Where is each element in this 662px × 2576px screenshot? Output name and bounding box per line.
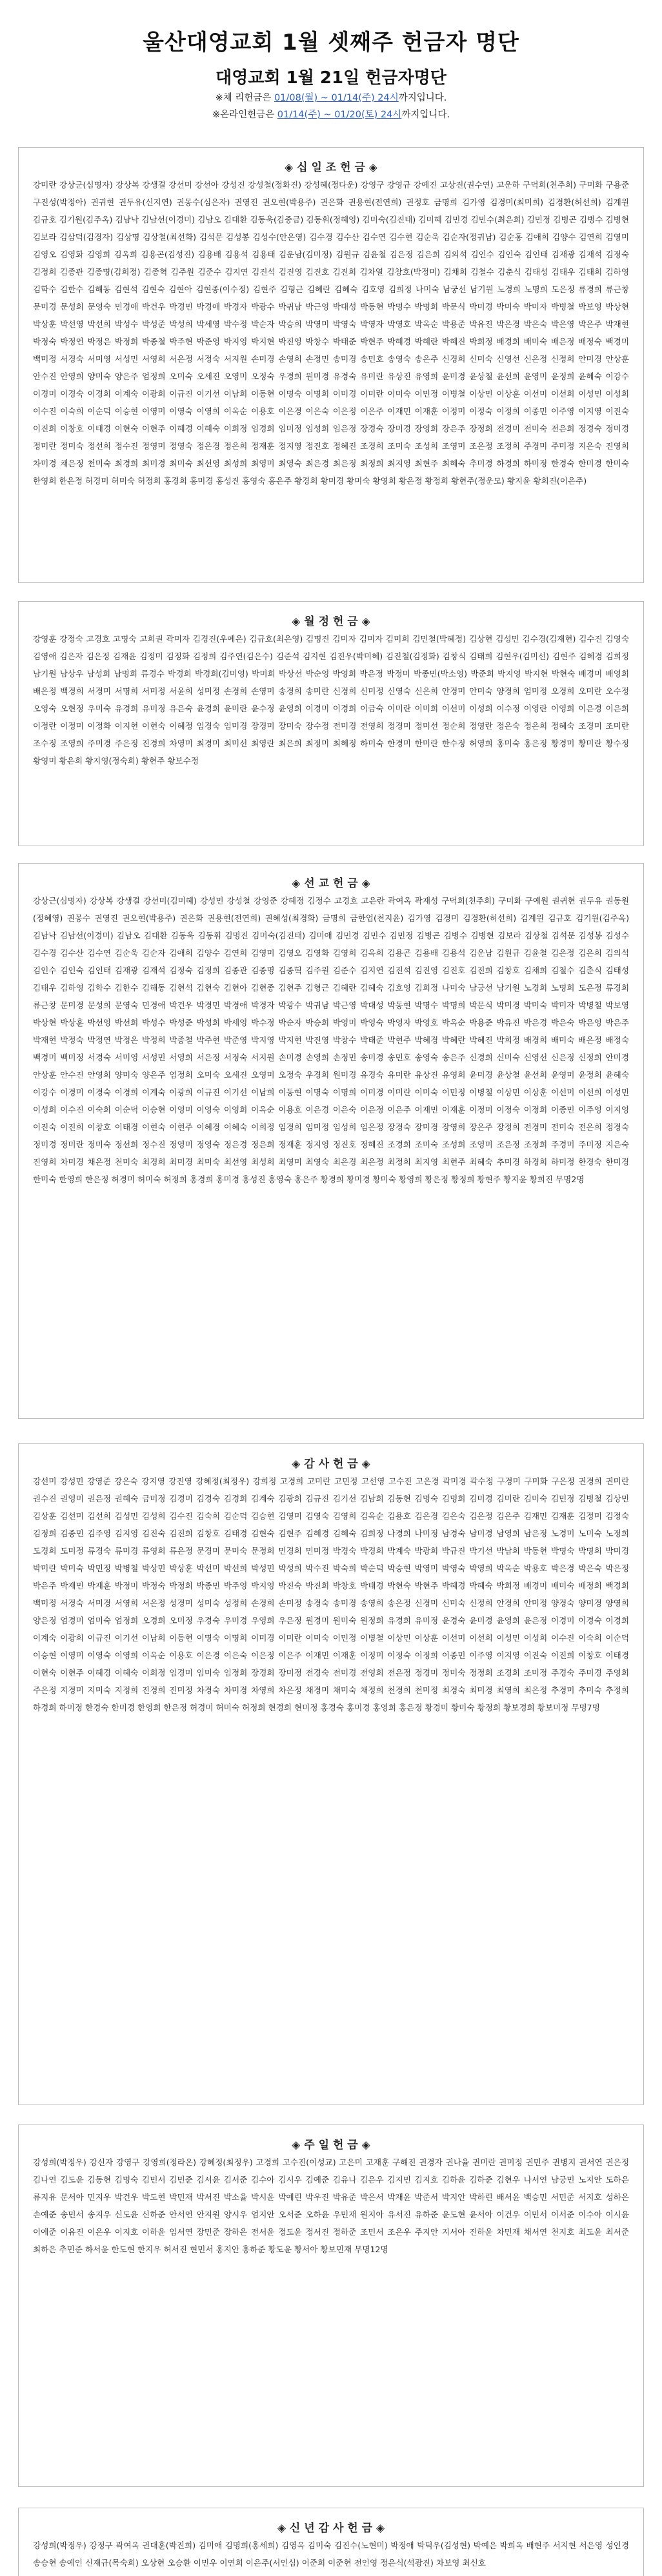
sunday-section [18,2125,644,2487]
thanks-section [18,1443,644,2105]
thanks-names: 강선미 강성민 강영준 강은숙 강지영 강진영 강혜정(최정우) 강희정 고경희 고미란 고민정 고선영 고수진 고은경 곽미경 곽수정 구경미 구미화 구은정 권경희 권미란 권수진 권영미 권은정 권혜숙 금미정 김경미 김경숙 김경희 김계숙 김광희 김규진 김기선 김남희 김동현 김명숙 김명희 김미경 김미란 김미숙 김민정 김병철 김상민 김상훈 김선미 김선희 김성민 김성희 김수진 김숙희 김순덕 김승현 김영미 김영숙 김영희 김옥순 김용호 김은경 김은숙 김은정 김은주 김재민 김재훈 김정미 김정숙 김정희 김종민 김주영 김지영 김진숙 김진희 김창호 김태경 김현숙 김현주 김혜경 김혜숙 김희정 나경희 나미정 남경숙 남미경 남영희 남은정 노경미 노미숙 노정희 도경희 도미정 류경숙 류미경 류영희 류은정 문경미 문미숙 문정희 민경희 민미정 박경숙 박경희 박계숙 박광희 박규진 박기선 박남희 박동현 박명숙 박명희 박미경 박미란 박미숙 박민정 박병철 박상민 박상훈 박선미 박선희 박성민 박성희 박수진 박숙희 박순덕 박승현 박영미 박영숙 박영희 박옥순 박용호 박은경 박은숙 박은정 박은주 박재민 박재훈 박정미 박정숙 박정희 박종민 박주영 박지영 박진숙 박진희 박창호 박태경 박현숙 박현주 박혜경 박혜숙 박희정 배경미 배미숙 배정희 백경희 백미정 서경숙 서미경 서영희 서은정 성경미 성미숙 성정희 손경희 손미정 송경숙 송미경 송영희 송은정 신경미 신미숙 신정희 안경희 안미정 양경숙 양미경 양영희 양은정 엄경미 엄미숙 엄정희 오경희 오미정 우경숙 우미경 우영희 우은정 원경미 원미숙 원정희 유경희 유미정 윤경숙 윤미경 윤영희 윤은정 이경미 이경숙 이경희 이계숙 이광희 이규진 이기선 이남희 이동현 이명숙 이명희 이미경 이미란 이미숙 이민정 이병철 이상민 이상훈 이선미 이선희 이성민 이성희 이수진 이숙희 이순덕 이승현 이영미 이영숙 이영희 이옥순 이용호 이은경 이은숙 이은정 이은주 이재민 이재훈 이정미 이정숙 이정희 이종민 이주영 이지영 이진숙 이진희 이창호 이태경 이현숙 이현주 이혜경 이혜숙 이희정 임경미 임미숙 임정희 장경희 장미정 전경숙 전미경 전영희 전은정 정경미 정미숙 정정희 조경희 조미정 주경숙 주미경 주영희 주은정 지경미 지미숙 지정희 진경희 진미정 차경숙 차미경 차영희 차은정 채경미 채미숙 채정희 천경희 천미정 최경숙 최미경 최영희 최은정 추경미 추미숙 추정희 하경희 하미정 한경숙 한미경 한영희 한은정 허경미 허미숙 허정희 현경희 현미정 홍경숙 홍미경 홍영희 홍은정 황경미 황미숙 황정희 황보경희 황보미정 무명7명 [33,1476,629,1712]
notice-online-suffix: 까지입니다. [401,110,450,120]
tithe-names: 강미란 강상군(심명자) 강상복 강생결 강선미 강선아 강성진 강성철(정화진) 강성혜(정다운) 강영구 강영규 강예진 고상진(권수연) 고운하 구덕희(천주희) 구미화 구용준 구진성(박정아) 권귀현 권두유(신지연) 권몽수(심은자) 권영진 권오현(박용주) 권은화 권용현(전연희) 권정호 금명희 김가영 김경미(최미희) 김경환(허선희) 김계원 김규호 김기원(김주옥) 김남낙 김남선(이경미) 김남오 김대환 김동욱(김중금) 김동휘(정혜영) 김미숙(김진태) 김미혜 김민경 김민수(최은희) 김민정 김병곤 김병수 김병현 김보라 김삼덕(김경자) 김상명 김상철(최선화) 김석문 김성봉 김성수(안은영) 김수경 김수산 김수연 김수현 김순욱 김순자(정귀남) 김순홍 김애희 김양수 김연희 김영미 김영오 김영화 김영희 김옥희 김용곤(김성진) 김용배 김용석 김용태 김운남(김미정) 김원규 김윤철 김은정 김은희 김의석 김인수 김인숙 김인태 김재광 김재석 김정숙 김정희 김종관 김종명(김희정) 김종혁 김주원 김준수 김지연 김진석 김진영 김진호 김진희 김차열 김창호(박정미) 김채희 김철수 김춘식 김태성 김태우 김태희 김하영 김학수 김한수 김해동 김현석 김현숙 김현아 김현종(이수정) 김현주 김형근 김혜란 김혜숙 김호영 김희정 나미숙 남궁선 남기원 노경희 노명희 도은정 류경희 류근창 문미경 문성희 문영숙 민경애 박건우 박경민 박경애 박경자 박광수 박귀남 박근영 박대성 박동현 박명수 박명희 박문식 박미경 박미숙 박미자 박병철 박보영 박상현 박상훈 박선영 박선희 박성수 박성준 박성희 박세영 박수정 박순자 박승희 박영미 박영숙 박영자 박영호 박옥순 박용준 박유진 박은경 박은숙 박은영 박은주 박재현 박정숙 박정연 박정은 박정희 박종철 박주현 박준영 박지영 박지현 박진영 박창수 박태준 박현주 박혜경 박혜란 박혜진 박희정 배경희 배미숙 배은정 배정숙 백경미 백미정 서경숙 서미영 서성민 서영희 서은정 서정숙 서지원 손미경 손영희 손정민 송미경 송민호 송영숙 송은주 신경희 신미숙 신영선 신은정 신정희 안미경 안상훈 안수진 안영희 양미숙 양은주 엄정희 오미숙 오세진 오영미 오정숙 우경희 원미경 유경숙 유미란 유상진 유영희 윤미경 윤상철 윤선희 윤영미 윤정희 윤혜숙 이강수 이경미 이경숙 이경희 이계숙 이광희 이규진 이기선 이남희 이동현 이명숙 이명희 이미경 이미란 이미숙 이민정 이병철 이상민 이상훈 이선미 이선희 이성민 이성희 이수진 이숙희 이순덕 이승현 이영미 이영숙 이영희 이옥순 이용호 이은경 이은숙 이은정 이은주 이재민 이재훈 이정미 이정숙 이정희 이종민 이주영 이지영 이진숙 이진희 이창호 이태경 이현숙 이현주 이혜경 이혜숙 이희정 임경희 임미정 임성희 임은정 장경숙 장미경 장영희 장은주 장정희 전경미 전미숙 전은희 정경숙 정미경 정미란 정미숙 정선희 정수진 정영미 정영숙 정은경 정은희 정재훈 정지영 정진호 정혜진 조경희 조미숙 조성희 조영미 조은정 조정희 주경미 주미정 지은숙 진영희 차미경 채은정 천미숙 최경희 최미경 최미숙 최선영 최성희 최영미 최영숙 최은경 최은정 최정희 최지영 최현주 최혜숙 추미경 하경희 하미정 한경숙 한미경 한미숙 한영희 한은정 허경미 허미숙 허정희 홍경희 홍미경 홍성진 홍영숙 홍은주 황경희 황미경 황미숙 황영희 황은정 황정희 황현주(정운모) 황지윤 황희진(이은주) [33,180,629,486]
page-title: 울산대영교회 1월 셋째주 헌금자 명단 [143,30,519,55]
mission-section [18,863,644,1419]
notice-online-period-link[interactable]: 01/14(주) ~ 01/20(토) 24시 [277,110,402,120]
thanks-title: ◈ 감 사 헌 금 ◈ [292,1458,370,1471]
newyear-names: 강성희(박정우) 강정구 곽여옥 권대훈(박진희) 김미애 김명희(홍세희) 김영옥 김미숙 김진수(노현미) 박정애 박덕우(김성현) 박예은 박희옥 배현주 서지현 서은영 성인경 송승현 송예인 신재규(목숙희) 오상현 오승환 이민우 이연희 이은주(서인심) 이준희 이준현 전인영 정은식(석광진) 차보영 최신호 [33,2541,629,2568]
sunday-title: ◈ 주 일 헌 금 ◈ [292,2139,370,2152]
notice-online-prefix: ※온라인헌금은 [212,110,277,120]
page-subtitle: 대영교회 1월 21일 헌금자명단 [216,68,446,88]
notice-cash-suffix: 까지입니다. [398,93,447,103]
monthly-section [18,601,644,846]
mission-title: ◈ 선 교 헌 금 ◈ [292,877,370,890]
monthly-title: ◈ 월 정 헌 금 ◈ [292,615,370,628]
tithe-section [18,147,644,583]
notice-cash-offering [0,90,662,104]
tithe-title: ◈ 십 일 조 헌 금 ◈ [285,161,377,174]
sunday-names: 강성희(박정우) 강신자 강영구 강영희(정라온) 강혜정(최정우) 고경희 고수진(이성교) 고은미 고재훈 구해진 권경자 권나율 권미란 권미정 권민주 권병지 권서연 권은정 김나연 김도윤 김동현 김명숙 김민서 김민준 김서윤 김서준 김수아 김시우 김예준 김유나 김은우 김지민 김지호 김하윤 김하준 김현우 나서연 남궁민 노지안 도하은 류지유 문서아 민지우 박건우 박도현 박민재 박서진 박소율 박시윤 박예린 박우진 박유준 박은서 박재윤 박준서 박지안 박하린 배서윤 백승민 서민준 서지호 성하은 손예준 송민서 송지우 신도윤 신하준 안서연 안지원 양시우 엄지안 오서준 오하윤 우민재 원지아 유서진 유하준 윤도현 윤서아 이건우 이민서 이서준 이수아 이시윤 이예준 이유진 이은우 이지호 이하윤 임서연 장민준 장하은 전서윤 정도윤 정서진 정하준 조민서 조은우 주지안 지서아 진하윤 차민재 채서연 천지호 최도윤 최서준 최하은 추민준 하서윤 한도현 한지우 허서진 현민서 홍지안 홍하준 황도윤 황서아 황보민재 무명12명 [33,2157,629,2254]
notice-cash-period-link[interactable]: 01/08(월) ~ 01/14(주) 24시 [274,93,399,103]
notice-cash-prefix: ※체 리헌금은 [215,93,275,103]
monthly-names: 강영훈 강정숙 고경호 고명숙 고희권 곽미자 김경진(우예은) 김규호(최은영) 김명진 김미자 김미자 김미희 김민철(박혜정) 김상현 김성민 김수경(김재현) 김수진 김영숙 김영애 김은자 김은정 김재윤 김정미 김정화 김정희 김주연(김은수) 김준석 김지현 김진우(박미혜) 김진철(김정화) 김창식 김태희 김현우(김미선) 김현주 김혜경 김희정 남기원 남상우 남성희 남명희 류경수 박경희 박경희(김미영) 박미희 박상선 박순영 박영희 박은정 박정미 박종민(박소영) 박준희 박지영 박지현 박현숙 배경미 배영희 배은정 백경희 서경미 서명희 서미정 서윤희 성미정 손경희 손영미 송경희 송미란 신경희 신미정 신영숙 신은희 안경미 안미숙 양경희 엄미정 오경희 오미란 오수정 오영숙 오현정 우미숙 유경희 유미정 유은숙 윤경희 윤미란 윤수정 윤영희 이경미 이경희 이금숙 이미란 이미희 이선미 이성희 이수정 이영란 이영희 이은경 이은희 이정란 이정미 이정화 이지현 이현숙 이혜정 임경숙 임미경 장경미 장미숙 장수정 전미경 전영희 정경미 정미선 정순희 정영란 정은숙 정은희 정혜숙 조경미 조미란 조수정 조영희 주미경 주은정 진경희 차영미 최경미 최미선 최영란 최은희 최정미 최혜정 하미숙 한경미 한미란 한수정 허영희 홍미숙 홍은정 황경미 황미란 황수정 황영미 황은희 황지영(정숙희) 황현주 황보수정 [33,634,629,766]
mission-names: 강상근(심명자) 강상복 강생결 강선미(김미혜) 강성민 강성철 강영준 강혜정 김정수 고경호 고은란 곽여옥 곽재성 구덕희(천주희) 구미화 구예원 권귀현 권두유 권동원(정혜영) 권몽수 권영진 권오현(박용주) 권은화 권용현(전연희) 권혜성(최경화) 금명희 금한업(천지윤) 김가영 김경미 김경환(허선희) 김계원 김규호 김기원(김주옥) 김남낙 김남선(이경미) 김남오 김대환 김동욱 김동휘 김명진 김미숙(김진태) 김미애 김민경 김민수 김민정 김병곤 김병수 김병현 김보라 김상철 김석문 김성봉 김성수 김수경 김수산 김수연 김순욱 김순자 김애희 김양수 김연희 김영미 김영오 김영화 김영희 김옥희 김용곤 김용배 김용석 김운남 김원규 김윤철 김은정 김은희 김의석 김인수 김인숙 김인태 김재광 김재석 김정숙 김정희 김종관 김종명 김종혁 김주원 김준수 김지연 김진석 김진영 김진호 김진희 김창호 김채희 김철수 김춘식 김태성 김태우 김하영 김학수 김한수 김해동 김현석 김현숙 김현아 김현종 김현주 김형근 김혜란 김혜숙 김호영 김희정 나미숙 남궁선 남기원 노경희 노명희 도은정 류경희 류근창 문미경 문성희 문영숙 민경애 박건우 박경민 박경애 박경자 박광수 박귀남 박근영 박대성 박동현 박명수 박명희 박문식 박미경 박미숙 박미자 박병철 박보영 박상현 박상훈 박선영 박선희 박성수 박성준 박성희 박세영 박수정 박순자 박승희 박영미 박영숙 박영자 박영호 박옥순 박용준 박유진 박은경 박은숙 박은영 박은주 박재현 박정숙 박정연 박정은 박정희 박종철 박주현 박준영 박지영 박지현 박진영 박창수 박태준 박현주 박혜경 박혜란 박혜진 박희정 배경희 배미숙 배은정 배정숙 백경미 백미정 서경숙 서미영 서성민 서영희 서은정 서정숙 서지원 손미경 손영희 손정민 송미경 송민호 송영숙 송은주 신경희 신미숙 신영선 신은정 신정희 안미경 안상훈 안수진 안영희 양미숙 양은주 엄정희 오미숙 오세진 오영미 오정숙 우경희 원미경 유경숙 유미란 유상진 유영희 윤미경 윤상철 윤선희 윤영미 윤정희 윤혜숙 이강수 이경미 이경숙 이경희 이계숙 이광희 이규진 이기선 이남희 이동현 이명숙 이명희 이미경 이미란 이미숙 이민정 이병철 이상민 이상훈 이선미 이선희 이성민 이성희 이수진 이숙희 이순덕 이승현 이영미 이영숙 이영희 이옥순 이용호 이은경 이은숙 이은정 이은주 이재민 이재훈 이정미 이정숙 이정희 이종민 이주영 이지영 이진숙 이진희 이창호 이태경 이현숙 이현주 이혜경 이혜숙 이희정 임경희 임미정 임성희 임은정 장경숙 장미경 장영희 장은주 장정희 전경미 전미숙 전은희 정경숙 정미경 정미란 정미숙 정선희 정수진 정영미 정영숙 정은경 정은희 정재훈 정지영 정진호 정혜진 조경희 조미숙 조성희 조영미 조은정 조정희 주경미 주미정 지은숙 진영희 차미경 채은정 천미숙 최경희 최미경 최미숙 최선영 최성희 최영미 최영숙 최은경 최은정 최정희 최지영 최현주 최혜숙 추미경 하경희 하미정 한경숙 한미경 한미숙 한영희 한은정 허경미 허미숙 허정희 홍경희 홍미경 홍성진 홍영숙 홍은주 황경희 황미경 황미숙 황영희 황은정 황정희 황현주 황지윤 황희진 무명2명 [33,896,629,1184]
newyear-title: ◈ 신 년 감 사 헌 금 ◈ [277,2522,385,2535]
notice-online-offering [0,107,662,121]
newyear-section [18,2508,644,2576]
